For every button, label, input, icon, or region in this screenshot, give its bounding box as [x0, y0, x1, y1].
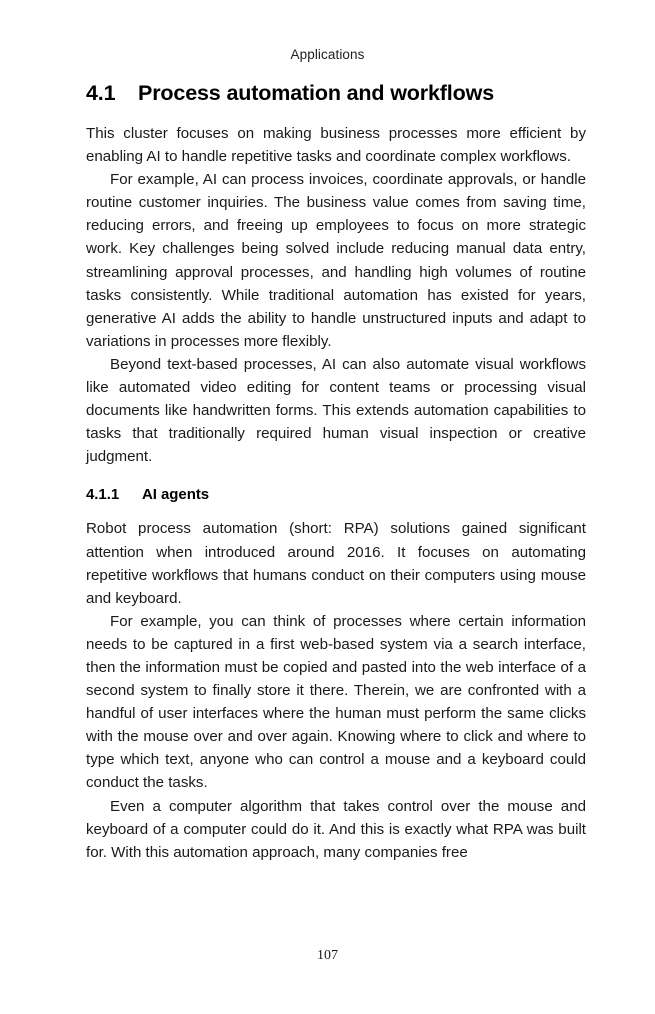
subsection-heading [86, 485, 586, 505]
paragraph: For example, you can think of processes where certain information needs to be captured in a first web-based system via a search interface, then the information must be copied and pasted into the web interface of a second system to finally store it there. Therein, we are confronted with a handful of user interfaces where the human must perform the same clicks with the mouse over and over again. Knowing where to click and where to type which text, anyone who can control a mouse and a keyboard could conduct the tasks. [86, 612, 586, 792]
paragraph: Even a computer algorithm that takes control over the mouse and keyboard of a computer could do it. And this is exactly what RPA was built for. With this automation approach, many companies free [86, 797, 586, 861]
section-heading [86, 80, 586, 106]
paragraph: For example, AI can process invoices, coordinate approvals, or handle routine customer inquiries. The business value comes from saving time, reducing errors, and freeing up employees to focus on more strategic work. Key challenges being solved include reducing manual data entry, streamlining approval processes, and handling high volumes of routine tasks consistently. While traditional automation has existed for years, generative AI adds the ability to handle unstructured inputs and adapt to variations in processes more flexibly. [86, 171, 586, 350]
paragraph: Beyond text-based processes, AI can also automate visual workflows like automated video editing for content teams or processing visual documents like handwritten forms. This extends automation capabilities to tasks that traditionally required human visual inspection or creative judgment. [86, 355, 586, 466]
paragraph: Robot process automation (short: RPA) solutions gained significant attention when introduced around 2016. It focuses on automating repetitive workflows that humans conduct on their computers using mouse and keyboard. [86, 520, 586, 607]
paragraph: This cluster focuses on making business processes more efficient by enabling AI to handle repetitive tasks and coordinate complex workflows. [86, 125, 586, 166]
text-column [86, 80, 586, 864]
running-header: Applications [290, 47, 365, 62]
section-title: Process automation and workflows [138, 81, 494, 105]
subsection-number: 4.1.1 [86, 486, 120, 504]
page-number: 107 [317, 948, 338, 963]
subsection-title: AI agents [142, 486, 210, 504]
section-number: 4.1 [86, 81, 116, 105]
